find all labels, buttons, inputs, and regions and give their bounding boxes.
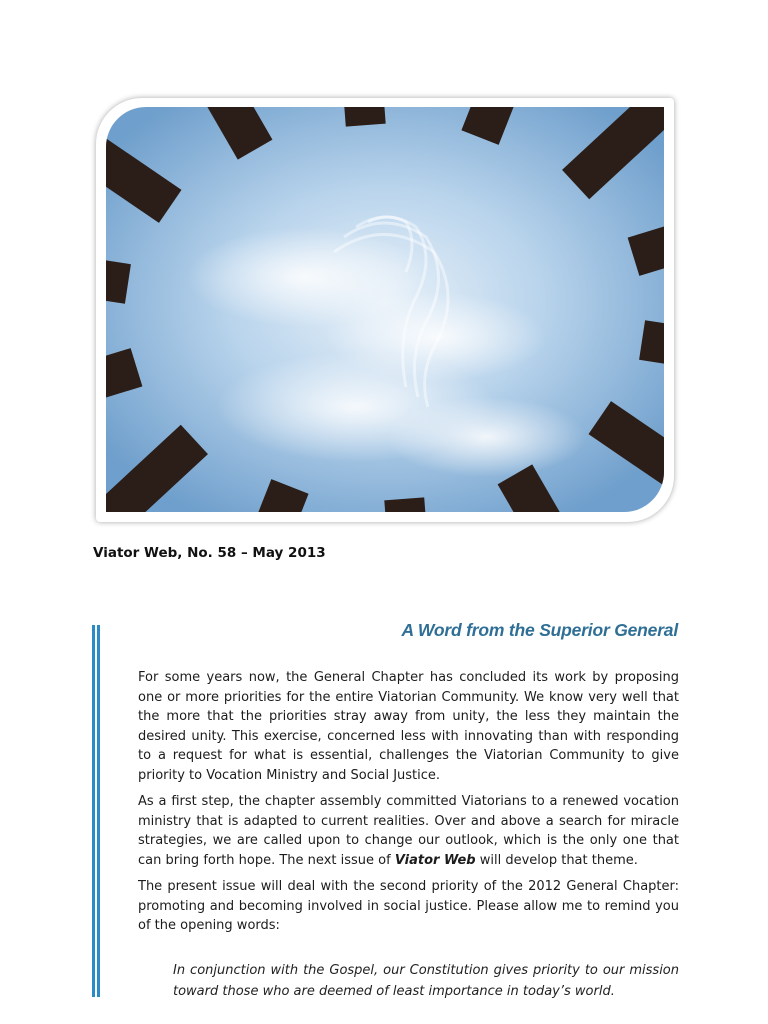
issue-line: Viator Web, No. 58 – May 2013 (93, 545, 326, 561)
paragraph-2 (138, 792, 679, 870)
paragraph-2-start: As a first step, the chapter assembly committed Viatorians to a renewed vocation ministry that is adapted to current realities. Over and above a search for miracle strategies, we are called upon to change our outlook, which is the only one that can bring forth hope. The next issue of (138, 794, 679, 868)
hands-circle-photo (106, 107, 664, 512)
constitution-quote: In conjunction with the Gospel, our Constitution gives priority to our mission toward those who are deemed of least importance in today’s world. (173, 963, 679, 999)
paragraph-2-end: will develop that theme. (475, 852, 638, 868)
paragraph-1: For some years now, the General Chapter has concluded its work by proposing one or more priorities for the entire Viatorian Community. We know very well that the more that the priorities stray away from unity, the less they maintain the desired unity. This exercise, concerned less with innovating than with responding to a request for what is essential, challenges the Viatorian Community to give priority to Vocation Ministry and Social Justice. (138, 670, 679, 783)
viator-web-emphasis: Viator Web (394, 852, 476, 868)
article-body (138, 668, 679, 943)
accent-side-bar (92, 625, 100, 997)
paragraph-3: The present issue will deal with the second priority of the 2012 General Chapter: promoting and becoming involved in social justice. Please allow me to remind you of the opening words: (138, 879, 679, 933)
section-title: A Word from the Superior General (401, 620, 678, 640)
